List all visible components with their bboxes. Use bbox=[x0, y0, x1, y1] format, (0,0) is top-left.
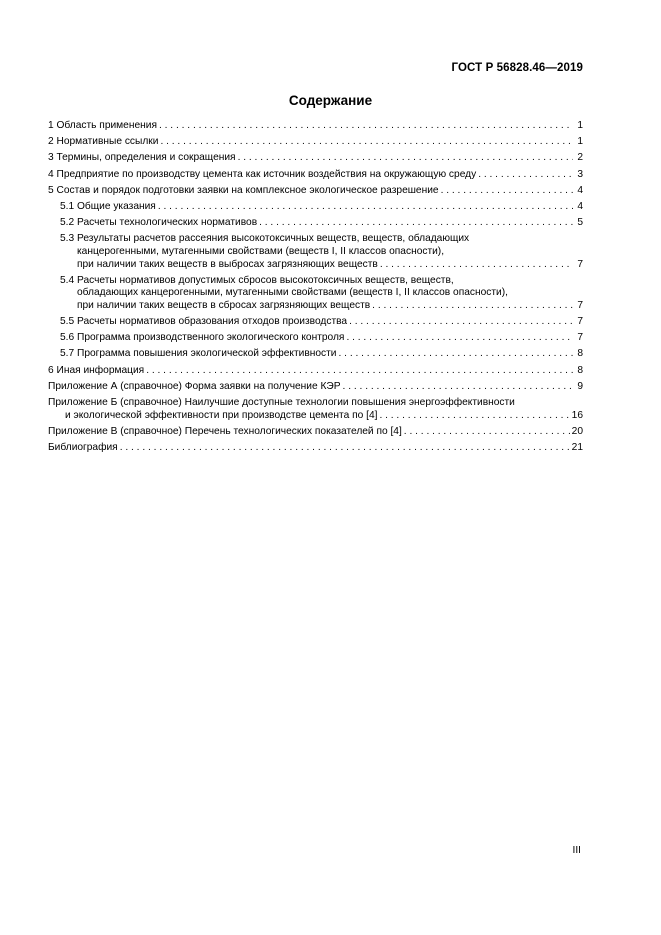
toc-dot-leader bbox=[349, 316, 573, 329]
toc-dot-leader bbox=[159, 120, 573, 133]
toc-title: Содержание bbox=[288, 93, 373, 108]
toc-entry-text: Приложение Б (справочное) Наилучшие доступные технологии повышения энергоэффективности bbox=[48, 397, 515, 408]
toc-entry-text: Приложение В (справочное) Перечень технологических показателей по [4] bbox=[48, 425, 402, 437]
toc-page-number: 20 bbox=[571, 425, 583, 437]
toc-dot-leader bbox=[238, 152, 573, 165]
toc-dot-leader bbox=[379, 410, 569, 423]
toc-dot-leader bbox=[160, 136, 573, 149]
toc-dot-leader bbox=[478, 169, 573, 182]
toc-entry-text: при наличии таких веществ в сбросах загрязняющих веществ bbox=[77, 299, 371, 311]
toc-entry[interactable] bbox=[48, 217, 583, 230]
toc-dot-leader bbox=[346, 332, 573, 345]
toc-entry[interactable] bbox=[48, 152, 583, 165]
toc-entry[interactable] bbox=[48, 332, 583, 345]
toc-entry[interactable] bbox=[48, 348, 583, 361]
toc-page-number: 1 bbox=[577, 136, 583, 148]
toc-entry-text: при наличии таких веществ в выбросах загрязняющих веществ bbox=[77, 258, 378, 270]
toc-dot-leader bbox=[259, 217, 573, 230]
toc-dot-leader bbox=[146, 365, 573, 378]
toc-entry-text: 5.7 Программа повышения экологической эффективности bbox=[60, 348, 337, 360]
toc-dot-leader bbox=[372, 300, 573, 313]
toc-entry-text: 5.1 Общие указания bbox=[60, 200, 156, 212]
toc-page-number: 7 bbox=[577, 332, 583, 344]
toc-entry-text: 5.4 Расчеты нормативов допустимых сбросов высокотоксичных веществ, веществ, bbox=[60, 274, 454, 286]
toc-entry-text: 5.6 Программа производственного экологического контроля bbox=[60, 332, 345, 344]
toc-entry[interactable] bbox=[48, 233, 583, 271]
toc-entry[interactable] bbox=[48, 136, 583, 149]
toc-entry-text: канцерогенными, мутагенными свойствами (веществ I, II классов опасности), bbox=[77, 245, 445, 257]
document-code: ГОСТ Р 56828.46—2019 bbox=[451, 62, 583, 74]
toc-dot-leader bbox=[339, 348, 574, 361]
toc-entry-text: и экологической эффективности при производстве цемента по [4] bbox=[65, 409, 378, 421]
toc-page-number: 8 bbox=[577, 348, 583, 360]
toc-page-number: 5 bbox=[577, 217, 583, 229]
toc-page-number: 1 bbox=[577, 120, 583, 131]
toc-page-number: 7 bbox=[577, 316, 583, 328]
toc-entry-text: 1 Область применения bbox=[48, 120, 157, 131]
toc-entry[interactable] bbox=[48, 201, 583, 214]
toc-page-number: 16 bbox=[571, 409, 583, 421]
toc-page-number: 21 bbox=[571, 441, 583, 453]
toc-entry-text: Библиография bbox=[48, 441, 118, 453]
toc-page-number: 4 bbox=[577, 184, 583, 196]
toc-entry[interactable] bbox=[48, 275, 583, 313]
toc-page-number: 2 bbox=[577, 152, 583, 164]
toc-entry-text: 5.2 Расчеты технологических нормативов bbox=[60, 217, 258, 229]
toc-page-number: 9 bbox=[577, 380, 583, 392]
toc-entry-text: обладающих канцерогенными, мутагенными свойствами (веществ I, II классов опасности), bbox=[77, 287, 508, 299]
toc-entry-text: 5 Состав и порядок подготовки заявки на комплексное экологическое разрешение bbox=[48, 184, 439, 196]
toc-entry[interactable] bbox=[48, 316, 583, 329]
toc-entry[interactable] bbox=[48, 169, 583, 182]
toc-entry[interactable] bbox=[48, 381, 583, 394]
toc-entry[interactable] bbox=[48, 397, 583, 422]
table-of-contents bbox=[48, 120, 583, 455]
toc-entry[interactable] bbox=[48, 185, 583, 198]
toc-entry-text: Приложение А (справочное) Форма заявки на получение КЭР bbox=[48, 380, 341, 392]
toc-page-number: 4 bbox=[577, 200, 583, 212]
toc-dot-leader bbox=[380, 259, 573, 272]
toc-entry-text: 5.3 Результаты расчетов рассеяния высокотоксичных веществ, веществ, обладающих bbox=[60, 233, 470, 245]
toc-dot-leader bbox=[441, 185, 573, 198]
toc-entry-text: 5.5 Расчеты нормативов образования отходов производства bbox=[60, 316, 348, 328]
toc-entry-text: 2 Нормативные ссылки bbox=[48, 136, 159, 148]
toc-entry[interactable] bbox=[48, 426, 583, 439]
toc-entry-text: 4 Предприятие по производству цемента как источник воздействия на окружающую среду bbox=[48, 168, 477, 180]
toc-page-number: 7 bbox=[577, 258, 583, 270]
toc-entry[interactable] bbox=[48, 365, 583, 378]
toc-page-number: 3 bbox=[577, 168, 583, 180]
toc-page-number: 8 bbox=[577, 364, 583, 376]
toc-dot-leader bbox=[343, 381, 573, 394]
toc-entry[interactable] bbox=[48, 120, 583, 133]
page-number: III bbox=[572, 845, 581, 856]
toc-entry[interactable] bbox=[48, 442, 583, 455]
toc-entry-text: 6 Иная информация bbox=[48, 364, 145, 376]
toc-entry-text: 3 Термины, определения и сокращения bbox=[48, 152, 236, 164]
toc-page-number: 7 bbox=[577, 299, 583, 311]
toc-dot-leader bbox=[120, 442, 570, 455]
toc-dot-leader bbox=[404, 426, 570, 439]
toc-dot-leader bbox=[158, 201, 573, 214]
